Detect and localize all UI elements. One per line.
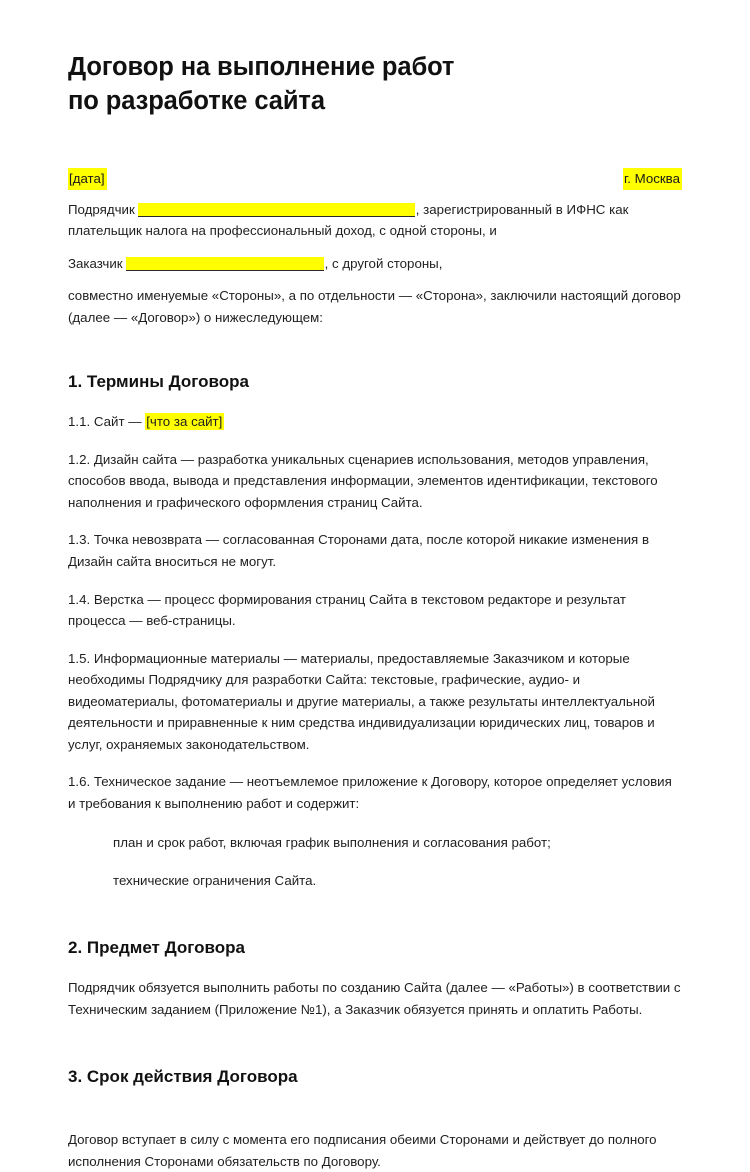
- preamble-block: [68, 199, 682, 329]
- clause-1-5: 1.5. Информационные материалы — материалы, предоставляемые Заказчиком и которые необходимы Подрядчику для разработки Сайта: текстовые, графические, аудио- и видеоматериалы, фотоматериалы и другие материалы, а также результаты интеллектуальной деятельности и приравненные к ним средства индивидуализации юридических лиц, товаров и услуг, охраняемых законодательством.: [68, 650, 655, 752]
- preamble-contractor-paragraph: [68, 199, 682, 242]
- contractor-tail-text: , зарегистрированный в ИФНС как плательщик налога на профессиональный доход, с одной стороны, и: [68, 201, 629, 239]
- section-3-body: Договор вступает в силу с момента его подписания обеими Сторонами и действует до полного исполнения Сторонами обязательств по Договору.: [68, 1132, 657, 1169]
- preamble-joint-paragraph: совместно именуемые «Стороны», а по отдельности — «Сторона», заключили настоящий договор (далее — «Договор») о нижеследующем:: [68, 288, 681, 325]
- clause-1-2: 1.2. Дизайн сайта — разработка уникальных сценариев использования, методов управления, способов ввода, вывода и представления информации, элементов идентификации, текстового наполнения и графического оформления страниц Сайта.: [68, 451, 658, 510]
- section-heading-subject: 2. Предмет Договора: [68, 938, 245, 958]
- contractor-label: Подрядчик: [68, 201, 135, 217]
- section-heading-term: 3. Срок действия Договора: [68, 1067, 298, 1087]
- clause-1-1-highlight[interactable]: [что за сайт]: [146, 414, 223, 430]
- clause-1-6-sub-item-1: план и срок работ, включая график выполнения и согласования работ;: [113, 835, 551, 851]
- contractor-name-blank[interactable]: [138, 203, 415, 217]
- preamble-customer-paragraph: [68, 253, 682, 275]
- clause-1-6: 1.6. Техническое задание — неотъемлемое приложение к Договору, которое определяет условия и требования к выполнению работ и содержит:: [68, 774, 672, 811]
- clause-1-1-prefix: 1.1. Сайт —: [68, 414, 146, 430]
- section-heading-terms: 1. Термины Договора: [68, 372, 249, 392]
- clause-1-3: 1.3. Точка невозврата — согласованная Сторонами дата, после которой никакие изменения в Дизайн сайта вноситься не могут.: [68, 532, 650, 569]
- page-title-line-2: по разработке сайта: [68, 86, 325, 115]
- document-meta-row: [68, 168, 682, 190]
- clause-1-4: 1.4. Верстка — процесс формирования страниц Сайта в текстовом редакторе и результат процесса — веб-страницы.: [68, 591, 626, 629]
- customer-tail-text: , с другой стороны,: [324, 255, 443, 271]
- clause-1-1: [68, 411, 682, 433]
- page-title-line-1: Договор на выполнение работ: [68, 53, 455, 81]
- customer-label: Заказчик: [68, 255, 123, 271]
- page-title: [68, 45, 682, 119]
- date-placeholder[interactable]: [дата]: [68, 168, 107, 190]
- clause-1-6-sub-item-2: технические ограничения Сайта.: [113, 872, 317, 888]
- section-2-body: Подрядчик обязуется выполнить работы по созданию Сайта (далее — «Работы») в соответствии с Техническим заданием (Приложение №1), а Заказчик обязуется принять и оплатить Работы.: [68, 980, 681, 1017]
- city-label[interactable]: г. Москва: [623, 168, 682, 190]
- customer-name-blank[interactable]: [126, 257, 324, 271]
